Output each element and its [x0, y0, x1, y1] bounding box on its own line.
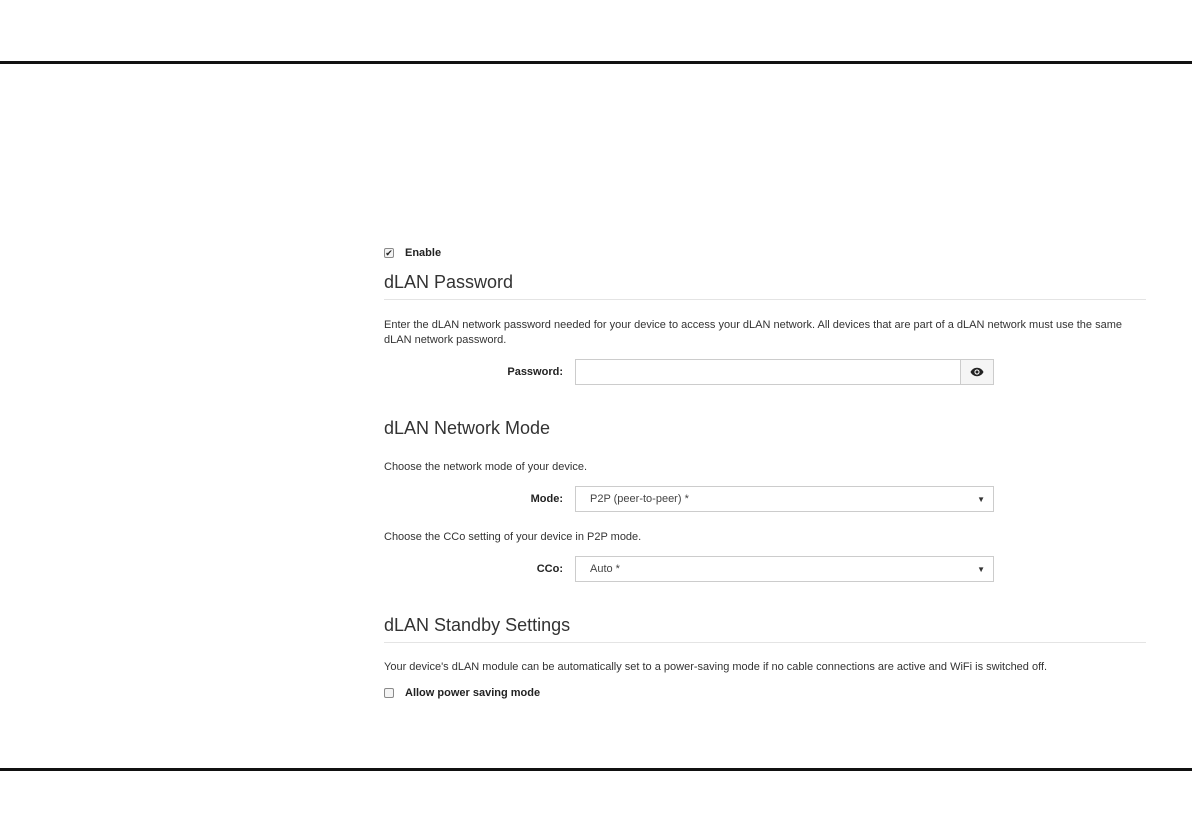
power-saving-label[interactable]: Allow power saving mode — [405, 687, 541, 699]
cco-description: Choose the CCo setting of your device in P2P mode. — [384, 531, 642, 543]
cco-row — [384, 556, 1146, 582]
chevron-down-icon: ▼ — [977, 494, 985, 504]
mode-select-value: P2P (peer-to-peer) * — [590, 493, 689, 505]
cco-label: CCo: — [536, 563, 563, 575]
password-input[interactable] — [575, 359, 960, 385]
password-description: Enter the dLAN network password needed for your device to access your dLAN network. All devices that are part of a dLAN network must use the same dLAN network password. — [384, 319, 1122, 346]
password-row — [384, 359, 1146, 385]
enable-checkbox[interactable]: ✔ — [385, 248, 393, 258]
network-mode-section-title: dLAN Network Mode — [384, 418, 1146, 446]
mode-select[interactable] — [575, 486, 994, 512]
standby-description: Your device's dLAN module can be automatically set to a power-saving mode if no cable connections are active and WiFi is switched off. — [384, 661, 1048, 673]
cco-select-value: Auto * — [590, 563, 620, 575]
power-saving-checkbox[interactable] — [384, 688, 394, 698]
bottom-divider — [0, 768, 1192, 771]
standby-section-title: dLAN Standby Settings — [384, 615, 1146, 643]
chevron-down-icon: ▼ — [977, 564, 985, 574]
eye-icon — [970, 367, 984, 377]
enable-row[interactable] — [384, 242, 1146, 264]
cco-select[interactable] — [575, 556, 994, 582]
dlan-settings-panel — [384, 240, 1146, 704]
enable-label[interactable]: Enable — [405, 247, 442, 259]
mode-row — [384, 486, 1146, 512]
mode-label: Mode: — [530, 493, 563, 505]
top-divider — [0, 61, 1192, 64]
mode-description: Choose the network mode of your device. — [384, 461, 588, 473]
password-label: Password: — [507, 366, 563, 378]
power-saving-row[interactable] — [384, 682, 1146, 704]
password-section-title: dLAN Password — [384, 272, 1146, 300]
password-input-group — [575, 359, 994, 385]
show-password-button[interactable] — [960, 359, 994, 385]
